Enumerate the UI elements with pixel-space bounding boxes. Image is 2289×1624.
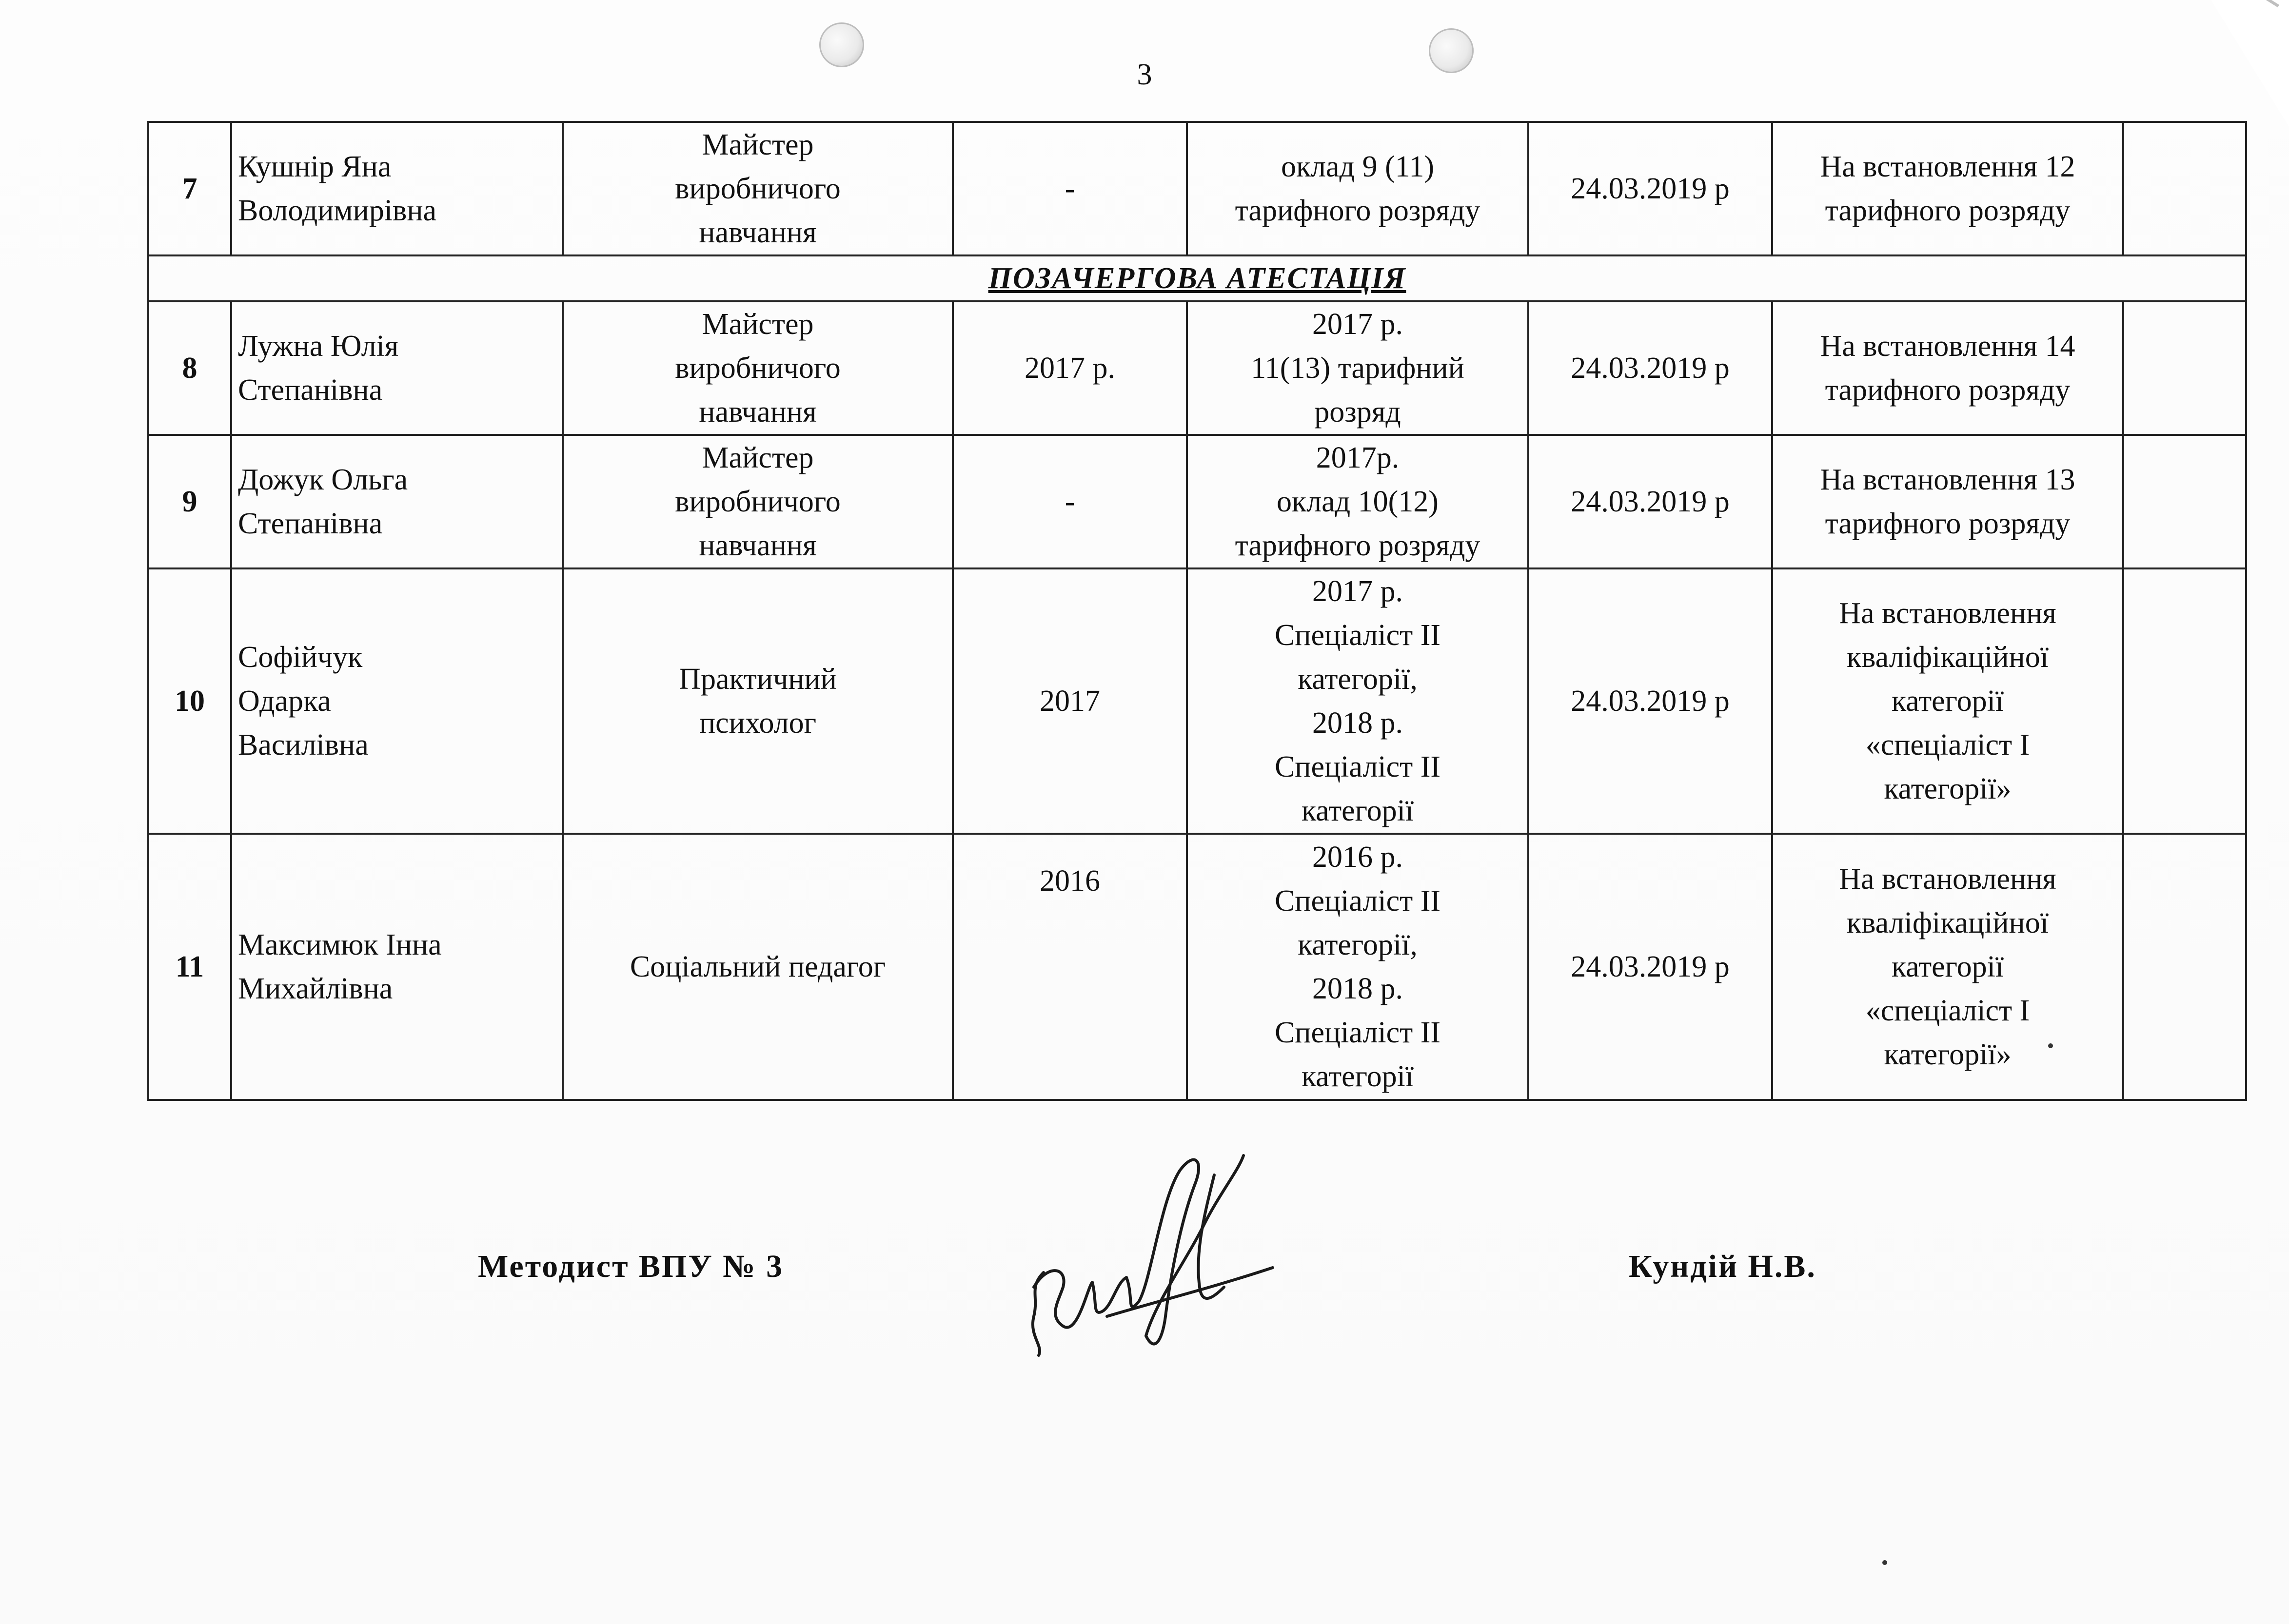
attestation-date-cell: 24.03.2019 р: [1528, 435, 1772, 568]
handwritten-signature: [1009, 1141, 1283, 1370]
row-number: 10: [148, 568, 231, 834]
full-name-line: Степанівна: [238, 507, 383, 540]
attestation-date-cell: 24.03.2019 р: [1528, 122, 1772, 255]
full-name-line: Дожук Ольга: [238, 463, 408, 496]
signatory-position: Методист ВПУ № 3: [478, 1249, 784, 1284]
attestation-goal-line: «спеціаліст І: [1865, 994, 2030, 1027]
section-title: ПОЗАЧЕРГОВА АТЕСТАЦІЯ: [148, 255, 2246, 301]
position-cell: [563, 834, 953, 1100]
row-number: 9: [148, 435, 231, 568]
current-category-line: оклад 10(12): [1277, 485, 1439, 518]
attestation-goal-cell: [1772, 435, 2123, 568]
position-line: навчання: [699, 395, 817, 429]
full-name-line: Володимирівна: [238, 194, 437, 227]
position-line: виробничого: [675, 352, 841, 385]
current-category-cell: [1187, 301, 1528, 435]
current-category-line: категорії,: [1298, 663, 1418, 696]
full-name-line: Михайлівна: [238, 972, 393, 1005]
empty-cell: [2123, 435, 2246, 568]
current-category-line: категорії,: [1298, 928, 1418, 961]
full-name-line: Кушнір Яна: [238, 150, 392, 183]
position-line: виробничого: [675, 172, 841, 205]
previous-attestation-cell: 2017 р.: [953, 301, 1187, 435]
full-name-cell: [231, 435, 563, 568]
attestation-goal-line: категорії»: [1884, 772, 2012, 805]
attestation-date-cell: 24.03.2019 р: [1528, 301, 1772, 435]
attestation-goal-line: категорії: [1891, 950, 2004, 983]
full-name-line: Степанівна: [238, 373, 383, 407]
previous-attestation-cell: -: [953, 435, 1187, 568]
position-cell: [563, 301, 953, 435]
empty-cell: [2123, 568, 2246, 834]
attestation-goal-line: кваліфікаційної: [1847, 641, 2049, 674]
current-category-line: 2018 р.: [1312, 706, 1403, 740]
current-category-line: 2017 р.: [1312, 575, 1403, 608]
page-number: 3: [1137, 58, 1152, 91]
section-row: [148, 255, 2246, 301]
current-category-line: тарифного розряду: [1235, 194, 1480, 227]
attestation-date-cell: 24.03.2019 р: [1528, 834, 1772, 1100]
full-name-line: Одарка: [238, 685, 331, 718]
current-category-line: тарифного розряду: [1235, 529, 1480, 562]
row-number: 7: [148, 122, 231, 255]
full-name-line: Лужна Юлія: [238, 330, 399, 363]
full-name-cell: [231, 122, 563, 255]
current-category-line: категорії: [1301, 794, 1414, 827]
current-category-cell: [1187, 834, 1528, 1100]
table-row: [148, 568, 2246, 834]
full-name-cell: [231, 568, 563, 834]
table-row: [148, 301, 2246, 435]
current-category-cell: [1187, 122, 1528, 255]
attestation-goal-line: «спеціаліст І: [1865, 728, 2030, 762]
attestation-goal-line: На встановлення: [1839, 597, 2056, 630]
attestation-goal-cell: [1772, 122, 2123, 255]
previous-attestation-cell: 2017: [953, 568, 1187, 834]
current-category-line: Спеціаліст ІІ: [1274, 1016, 1441, 1049]
empty-cell: [2123, 122, 2246, 255]
position-line: Соціальний педагог: [630, 950, 886, 983]
position-line: Практичний: [679, 663, 837, 696]
position-line: виробничого: [675, 485, 841, 518]
full-name-cell: [231, 834, 563, 1100]
attestation-goal-line: тарифного розряду: [1825, 507, 2071, 540]
current-category-line: категорії: [1301, 1060, 1414, 1093]
current-category-line: оклад 9 (11): [1281, 150, 1435, 183]
current-category-line: 2017 р.: [1312, 308, 1403, 341]
row-number: 11: [148, 834, 231, 1100]
position-cell: [563, 435, 953, 568]
position-cell: [563, 568, 953, 834]
full-name-line: Василівна: [238, 728, 369, 762]
previous-attestation-cell: -: [953, 122, 1187, 255]
current-category-line: 11(13) тарифний: [1251, 352, 1464, 385]
current-category-line: 2016 р.: [1312, 841, 1403, 874]
position-line: Майстер: [702, 308, 814, 341]
empty-cell: [2123, 301, 2246, 435]
empty-cell: [2123, 834, 2246, 1100]
attestation-goal-line: тарифного розряду: [1825, 194, 2071, 227]
scan-speck: [2048, 1043, 2053, 1048]
current-category-line: Спеціаліст ІІ: [1274, 750, 1441, 783]
current-category-cell: [1187, 435, 1528, 568]
attestation-goal-cell: [1772, 568, 2123, 834]
position-line: навчання: [699, 216, 817, 249]
current-category-line: Спеціаліст ІІ: [1274, 884, 1441, 918]
position-line: психолог: [699, 706, 817, 740]
attestation-goal-line: На встановлення 12: [1820, 150, 2075, 183]
attestation-goal-cell: [1772, 301, 2123, 435]
current-category-cell: [1187, 568, 1528, 834]
attestation-table: [147, 121, 2247, 1101]
attestation-goal-line: категорії»: [1884, 1038, 2012, 1071]
current-category-line: розряд: [1314, 395, 1401, 429]
position-line: навчання: [699, 529, 817, 562]
attestation-goal-line: На встановлення 14: [1820, 330, 2075, 363]
full-name-line: Максимюк Інна: [238, 928, 442, 961]
full-name-cell: [231, 301, 563, 435]
attestation-date-cell: 24.03.2019 р: [1528, 568, 1772, 834]
position-line: Майстер: [702, 128, 814, 161]
current-category-line: 2017р.: [1316, 441, 1400, 474]
table-row: [148, 435, 2246, 568]
attestation-goal-line: тарифного розряду: [1825, 373, 2071, 407]
table-row: [148, 122, 2246, 255]
current-category-line: Спеціаліст ІІ: [1274, 619, 1441, 652]
row-number: 8: [148, 301, 231, 435]
previous-attestation-cell: 2016: [953, 834, 1187, 1100]
current-category-line: 2018 р.: [1312, 972, 1403, 1005]
attestation-goal-line: категорії: [1891, 685, 2004, 718]
full-name-line: Софійчук: [238, 641, 363, 674]
attestation-goal-line: кваліфікаційної: [1847, 906, 2049, 939]
table-row: [148, 834, 2246, 1100]
attestation-goal-cell: [1772, 834, 2123, 1100]
position-cell: [563, 122, 953, 255]
attestation-goal-line: На встановлення 13: [1820, 463, 2075, 496]
scan-speck: [1882, 1560, 1887, 1565]
attestation-goal-line: На встановлення: [1839, 862, 2056, 896]
signatory-name: Кундій Н.В.: [1629, 1249, 1816, 1284]
position-line: Майстер: [702, 441, 814, 474]
